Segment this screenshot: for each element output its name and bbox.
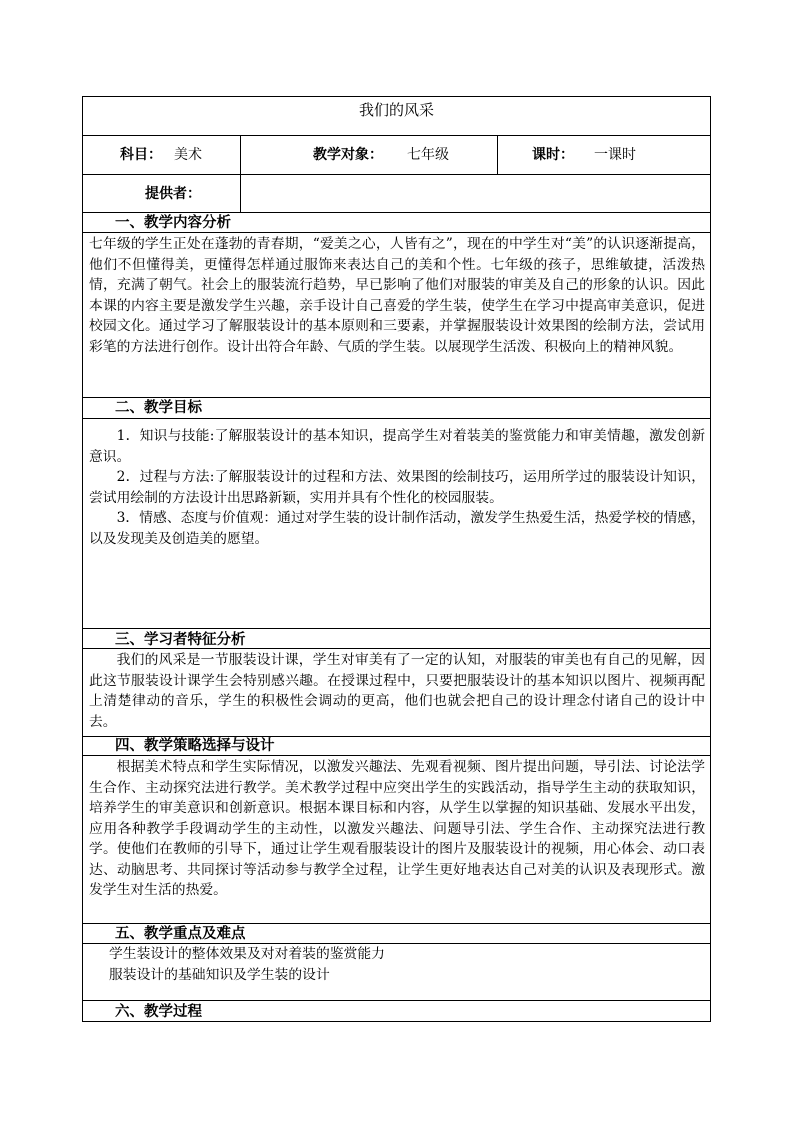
col-divider <box>497 135 498 174</box>
difficult-point: 服装设计的基础知识及学生装的设计 <box>109 966 330 983</box>
section-content-heading: 一、教学内容分析 <box>115 214 231 231</box>
goal-item: 2．过程与方法:了解服装设计的过程和方法、效果图的绘制技巧，运用所学过的服装设计知识，尝试用绘制的方法设计出思路新颖，实用并具有个性化的校园服装。 <box>89 469 705 506</box>
row-divider <box>83 755 710 756</box>
target-label: 教学对象： <box>313 147 383 163</box>
row-divider <box>83 648 710 649</box>
section-learners-heading: 三、学习者特征分析 <box>115 631 246 648</box>
lesson-plan-table <box>82 96 711 1022</box>
section-content-text <box>89 234 705 357</box>
key-point: 学生装设计的整体效果及对对着装的鉴赏能力 <box>109 946 385 962</box>
goal-item: 1．知识与技能:了解服装设计的基本知识，提高学生对着装美的鉴赏能力和审美情趣，激发创新意识。 <box>89 428 705 465</box>
provider-label: 提供者： <box>145 186 201 202</box>
section-strategy-heading: 四、教学策略选择与设计 <box>115 737 275 754</box>
goal-item: 3．情感、态度与价值观：通过对学生装的设计制作活动，激发学生热爱生活，热爱学校的情感，以及发现美及创造美的愿望。 <box>89 510 705 547</box>
row-divider <box>83 1000 710 1001</box>
subject-label: 科目： <box>120 147 162 163</box>
row-divider <box>83 418 710 419</box>
learners-paragraph: 我们的风采是一节服装设计课，学生对审美有了一定的认知，对服装的审美也有自己的见解，因此这节服装设计课学生会特别感兴趣。在授课过程中，只要把服装设计的基本知识以图片、视频再配上清楚律动的音乐，学生的积极性会调动的更高，他们也就会把自己的设计理念付诸自己的设计中去。 <box>89 652 705 730</box>
target-value: 七年级 <box>407 147 449 163</box>
row-divider <box>83 135 710 136</box>
row-divider <box>83 174 710 175</box>
section-keypoints-text <box>89 944 705 985</box>
section-keypoints-heading: 五、教学重点及难点 <box>115 925 246 942</box>
page-title: 我们的风采 <box>358 101 434 119</box>
row-divider <box>83 232 710 233</box>
section-process-heading: 六、教学过程 <box>115 1003 202 1020</box>
content-paragraph: 七年级的学生正处在蓬勃的青春期，“爱美之心，人皆有之”，现在的中学生对“美”的认识逐渐提高，他们不但懂得美，更懂得怎样通过服饰来表达自己的美和个性。七年级的孩子，思维敏捷，活泼热情，充满了朝气。社会上的服装流行趋势，早已影响了他们对服装的审美及自己的形象的认识。因此本课的内容主要是激发学生兴趣，亲手设计自己喜爱的学生装，使学生在学习中提高审美意识，促进校园文化。通过学习了解服装设计的基本原则和三要素，并掌握服装设计效果图的绘制方法，尝试用彩笔的方法进行创作。设计出符合年龄、气质的学生装。以展现学生活泼、积极向上的精神风貌。 <box>89 236 705 355</box>
period-label: 课时： <box>532 147 574 163</box>
section-goals-text <box>89 426 705 549</box>
row-divider <box>83 628 710 629</box>
section-strategy-text <box>89 757 705 901</box>
section-learners-text <box>89 650 705 732</box>
subject-value: 美术 <box>174 147 202 163</box>
period-value: 一课时 <box>594 147 636 163</box>
row-divider <box>83 397 710 398</box>
row-divider <box>83 212 710 213</box>
strategy-paragraph: 根据美术特点和学生实际情况，以激发兴趣法、先观看视频、图片提出问题，导引法、讨论法学生合作、主动探究法进行教学。美术教学过程中应突出学生的实践活动，指导学生主动的获取知识，培养学生的审美意识和创新意识。根据本课目标和内容，从学生以掌握的知识基础、发展水平出发，应用各种教学手段调动学生的主动性，以激发兴趣法、问题导引法、学生合作、主动探究法进行教学。使他们在教师的引导下，通过让学生观看服装设计的图片及服装设计的视频，用心体会、动口表达、动脑思考、共同探讨等活动参与教学全过程，让学生更好地表达自己对美的认识及表现形式。激发学生对生活的热爱。 <box>89 759 705 898</box>
section-goals-heading: 二、教学目标 <box>115 399 202 416</box>
row-divider <box>83 923 710 924</box>
